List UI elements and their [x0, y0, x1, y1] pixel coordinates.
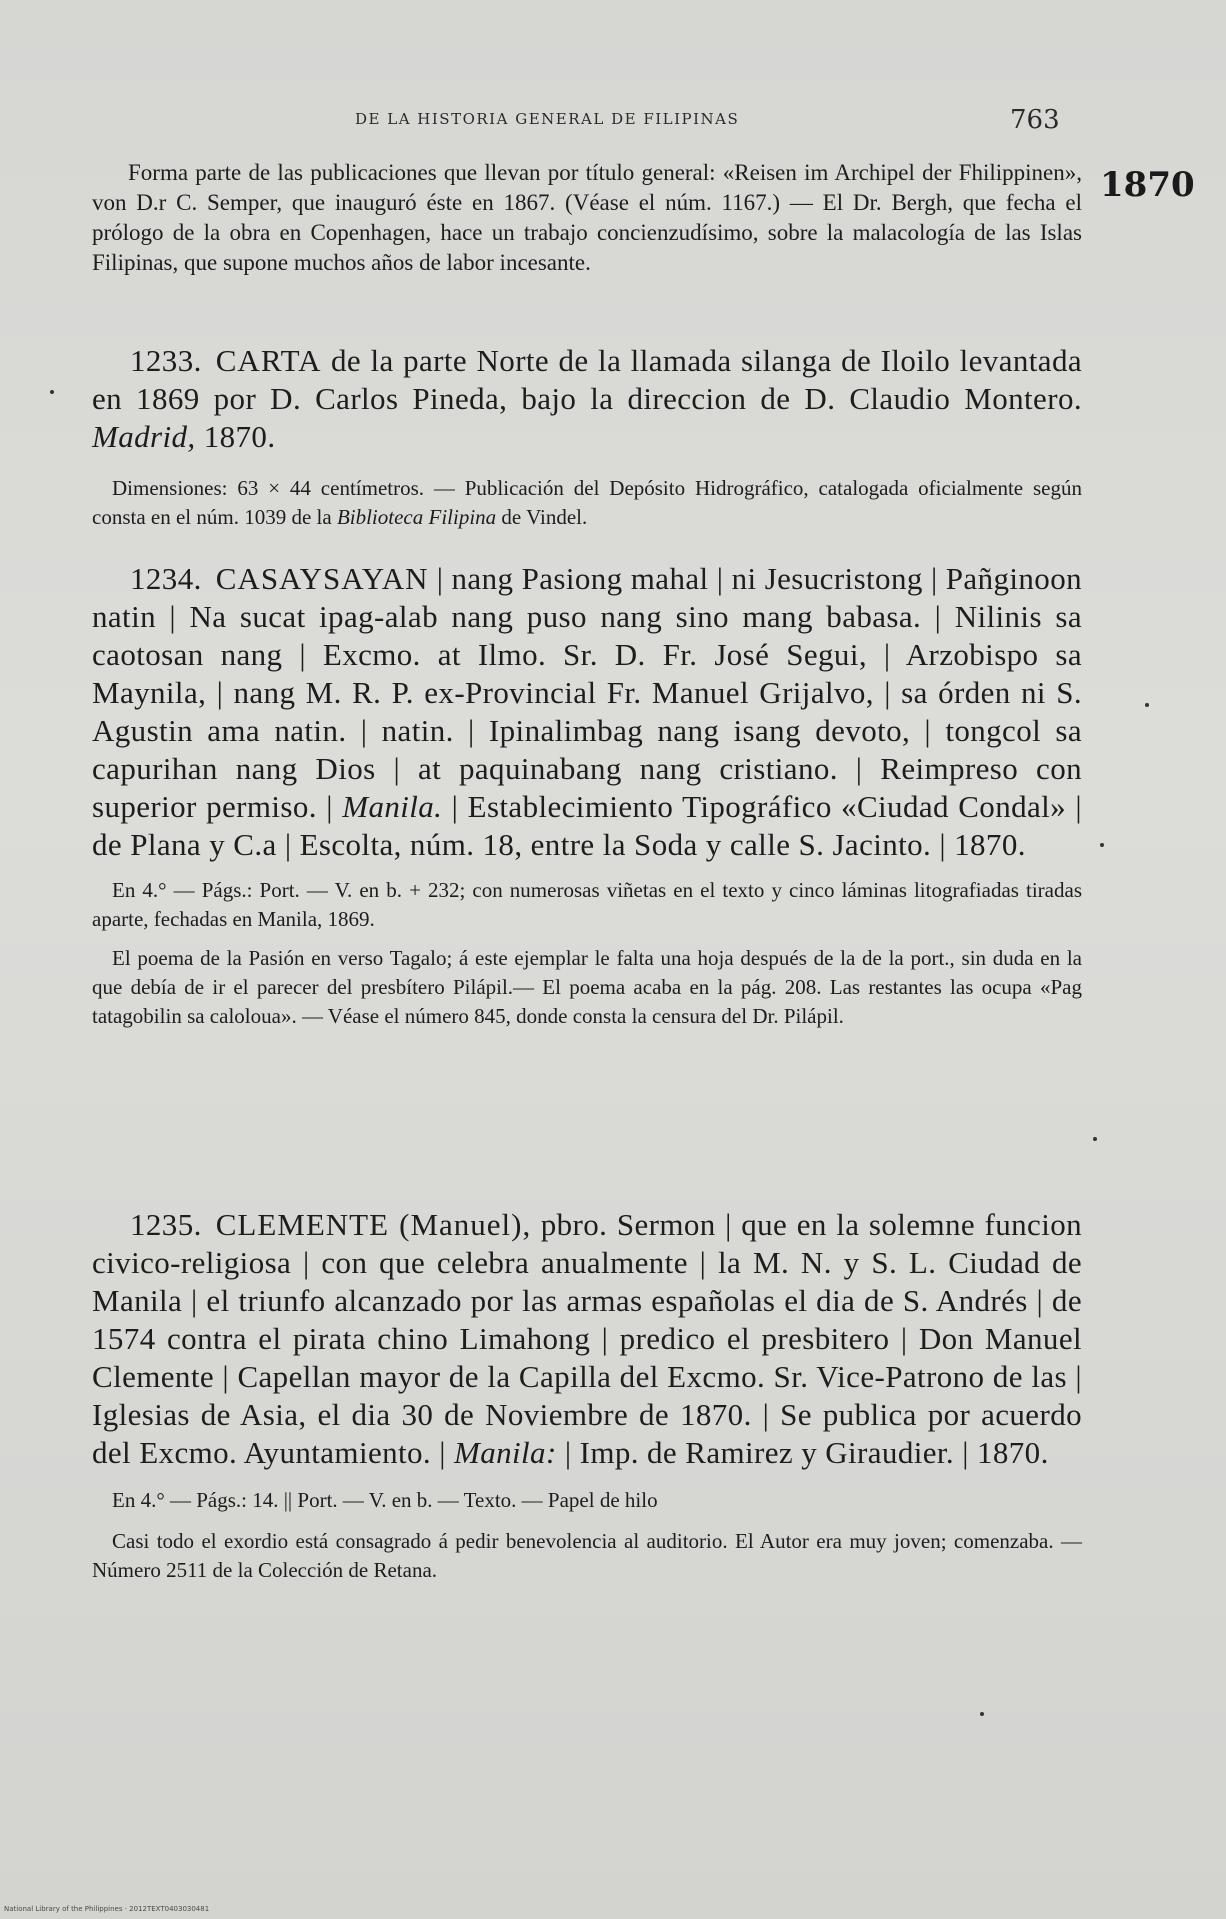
entry-note: [92, 944, 1082, 1031]
entry-text: [92, 560, 1082, 864]
entry-body: pbro. Sermon | que en la solemne funcion civico-religiosa | con que celebra anualmente | la M. N. y S. L. Ciudad de Manila | el triunfo alcanzado por las armas españolas el dia de S. Andrés | de 1574 contra el pirata chino Limahong | predico el presbitero | Don Manuel Clemente | Capellan mayor de la Capilla del Excmo. Sr. Vice-Patrono de las | Iglesias de Asia, el dia 30 de Noviembre de 1870. | Se publica por acuerdo del Excmo. Ayuntamiento. |: [92, 1207, 1083, 1470]
entry-number: 1234.: [130, 561, 202, 596]
entry-body-end: | Establecimiento Tipográfico «Ciudad Condal» | de Plana y C.a | Escolta, núm. 18, entre la Soda y calle S. Jacinto. | 1870.: [92, 789, 1083, 862]
entry-place: Manila:: [454, 1435, 557, 1470]
note-text: El poema de la Pasión en verso Tagalo; á este ejemplar le falta una hoja después de la de la port., sin duda en la que debía de ir el parecer del presbítero Pilápil.— El poema acaba en la pág. 208. Las restantes las ocupa «Pag tatagobilin sa caloloua». — Véase el número 845, donde consta la censura del Dr. Pilápil.: [92, 946, 1082, 1028]
entry-1233: [92, 342, 1082, 532]
note-text: En 4.° — Págs.: Port. — V. en b. + 232; con numerosas viñetas en el texto y cinco láminas litografiadas tiradas aparte, fechadas en Manila, 1869.: [92, 878, 1082, 931]
intro-paragraph: Forma parte de las publicaciones que llevan por título general: «Reisen im Archipel der Fhilippinen», von D.r C. Semper, que inauguró éste en 1867. (Véase el núm. 1167.) — El Dr. Bergh, que fecha el prólogo de la obra en Copenhagen, hace un trabajo concienzudísimo, sobre la malacología de las Islas Filipinas, que supone muchos años de labor incesante.: [92, 160, 1082, 275]
library-stamp: National Library of the Philippines · 2012TEXT0403030481: [4, 1905, 210, 1913]
entry-note: [92, 1486, 1082, 1515]
page-number: 763: [1010, 105, 1060, 135]
intro-block: [92, 158, 1082, 278]
entry-title: CARTA: [215, 343, 322, 378]
entry-text: [92, 1206, 1082, 1472]
scan-speck: [980, 1712, 984, 1716]
running-header: DE LA HISTORIA GENERAL DE FILIPINAS: [355, 110, 740, 128]
entry-number: 1233.: [130, 343, 202, 378]
entry-place: Manila.: [342, 789, 443, 824]
entry-body: de la parte Norte de la llamada silanga de Iloilo levantada en 1869 por D. Carlos Pineda, bajo la direccion de D. Claudio Montero.: [92, 343, 1083, 416]
margin-year: 1870: [1100, 165, 1195, 205]
entry-title: CLEMENTE (Manuel),: [215, 1207, 532, 1242]
note-text: Casi todo el exordio está consagrado á pedir benevolencia al auditorio. El Autor era muy joven; comenzaba. — Número 2511 de la Colección de Retana.: [92, 1529, 1082, 1582]
note-italic: Biblioteca Filipina: [336, 505, 497, 529]
entry-text: [92, 342, 1082, 456]
scan-speck: [50, 390, 54, 394]
entry-number: 1235.: [130, 1207, 202, 1242]
scan-speck: [1145, 703, 1149, 707]
scan-speck: [1100, 843, 1104, 847]
entry-note: [92, 876, 1082, 934]
entry-year: 1870.: [203, 419, 276, 454]
entry-1235: [92, 1206, 1082, 1585]
entry-place: Madrid,: [92, 419, 196, 454]
entry-note: [92, 474, 1082, 532]
note-text-end: de Vindel.: [501, 505, 588, 529]
entry-note: [92, 1527, 1082, 1585]
entry-1234: [92, 560, 1082, 1031]
note-text: Dimensiones: 63 × 44 centímetros. — Publicación del Depósito Hidrográfico, catalogada oficialmente según consta en el núm. 1039 de la: [92, 476, 1082, 529]
scan-speck: [1093, 1137, 1097, 1141]
entry-body: | nang Pasiong mahal | ni Jesucristong | Pañginoon natin | Na sucat ipag-alab nang puso nang sino mang babasa. | Nilinis sa caotosan nang | Excmo. at Ilmo. Sr. D. Fr. José Segui, | Arzobispo sa Maynila, | nang M. R. P. ex-Provincial Fr. Manuel Grijalvo, | sa órden ni S. Agustin ama natin. | natin. | Ipinalimbag nang isang devoto, | tongcol sa capurihan nang Dios | at paquinabang nang cristiano. | Reimpreso con superior permiso. |: [92, 561, 1082, 824]
note-text: En 4.° — Págs.: 14. || Port. — V. en b. — Texto. — Papel de hilo: [112, 1488, 658, 1512]
entry-body-end: | Imp. de Ramirez y Giraudier. | 1870.: [564, 1435, 1049, 1470]
entry-title: CASAYSAYAN: [215, 561, 429, 596]
